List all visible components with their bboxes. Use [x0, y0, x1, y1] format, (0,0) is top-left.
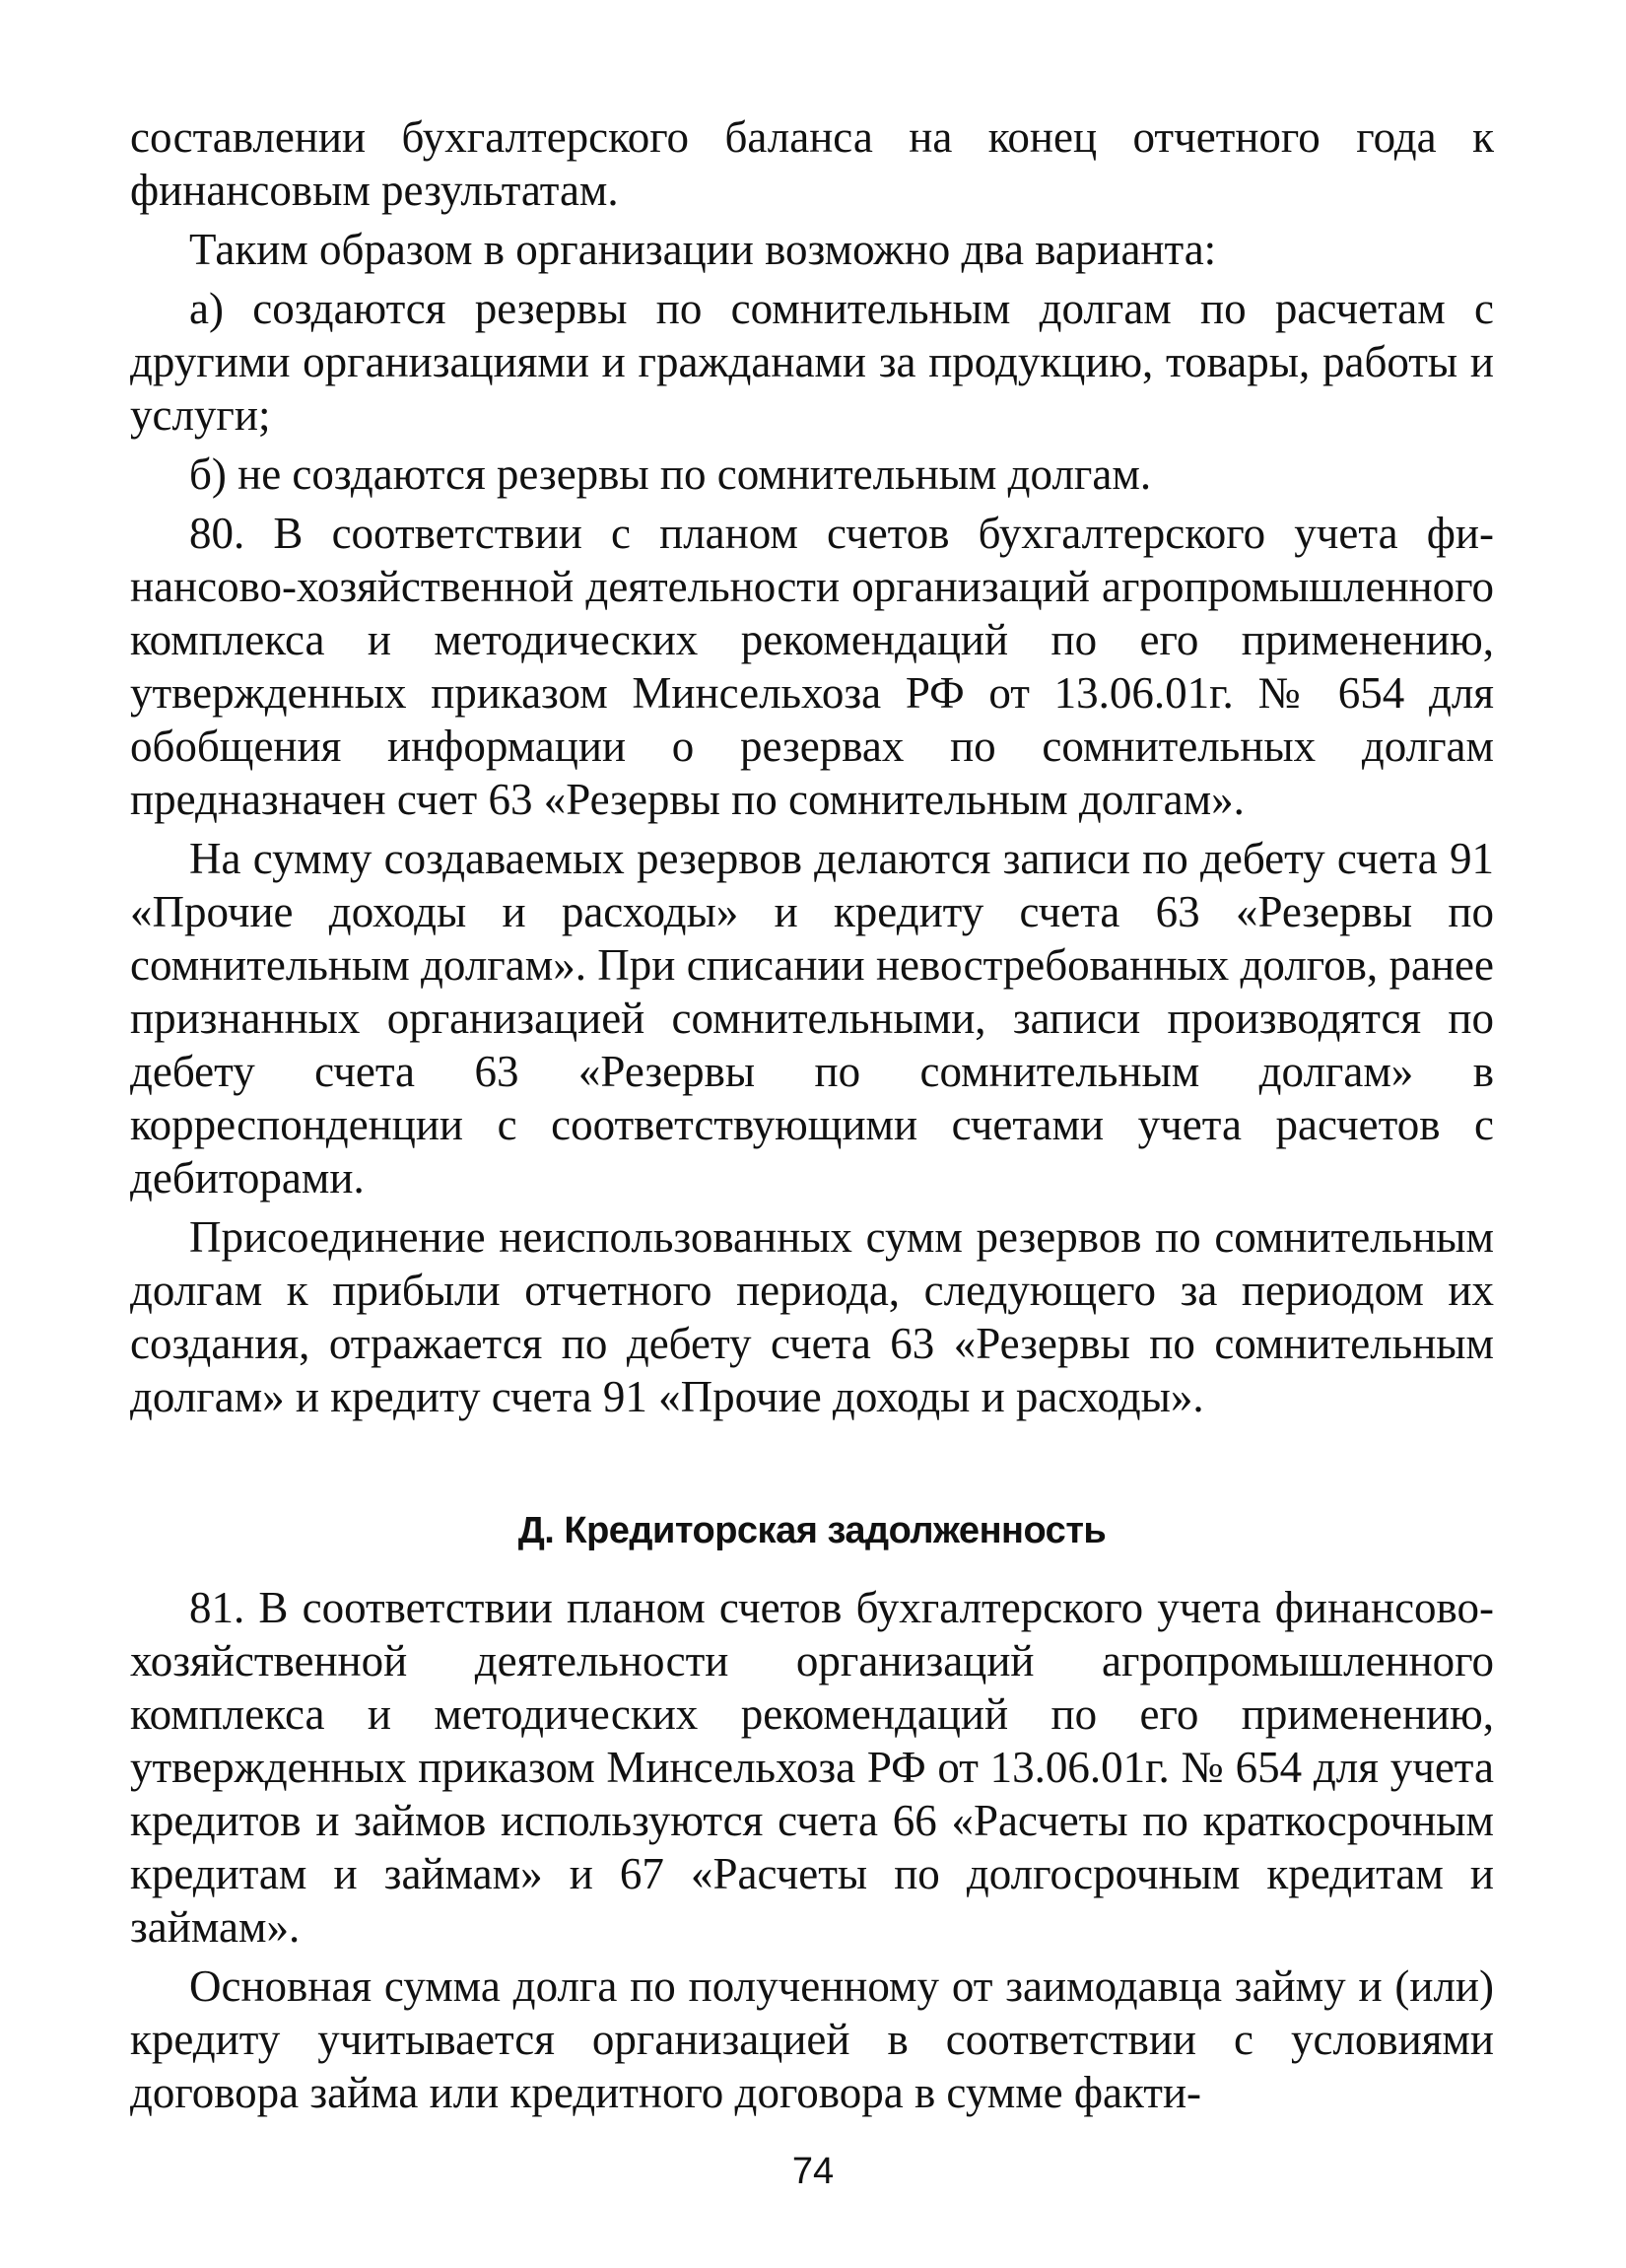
paragraph-80: 80. В соответствии с планом счетов бухгалтерского учета финансово-хозяйственной деятельности организаций агропромышленного комплекса и методических рекомендаций по его применению, утвержденных приказом Минсельхоза РФ от 13.06.01г. № 654 для обобщения информации о резервах по сомнительных долгам предназначен счет 63 «Резервы по сомнительным долгам».: [130, 509, 1494, 824]
paragraph-continuation: составлении бухгалтерского баланса на конец отчетного года к финансовым результатам.: [130, 112, 1494, 215]
paragraph-principal-debt: Основная сумма долга по полученному от заимодавца займу и (или) кредиту учитывается организацией в соответствии с условиями договора займа или кредитного договора в сумме факти-: [130, 1961, 1494, 2117]
paragraph-variant-b: б) не создаются резервы по сомнительным долгам.: [189, 449, 1152, 499]
paragraph-variant-a: а) создаются резервы по сомнительным долгам по расчетам с другими организациями и гражданами за продукцию, товары, работы и услуги;: [130, 284, 1494, 440]
paragraph-reserve-entries: На сумму создаваемых резервов делаются записи по дебету счета 91 «Прочие доходы и расходы» и кредиту счета 63 «Резервы по сомнительным долгам». При списании невостребованных долгов, ранее признанных организацией сомнительными, записи производятся по дебету счета 63 «Резервы по сомнительным долгам» в корреспонденции с соответствующими счетами учета расчетов с дебиторами.: [130, 834, 1494, 1203]
page-number: 74: [791, 2151, 835, 2192]
section-heading: Д. Кредиторская задолженность: [517, 1510, 1107, 1551]
paragraph-two-variants: Таким образом в организации возможно два варианта:: [189, 225, 1217, 274]
page-body: [130, 110, 1494, 2125]
paragraph-unused-reserves: Присоединение неиспользованных сумм резервов по сомнительным долгам к прибыли отчетного периода, следующего за периодом их создания, отражается по дебету счета 63 «Резервы по сомнительным долгам» и кредиту счета 91 «Прочие доходы и расходы».: [130, 1212, 1494, 1421]
paragraph-81: 81. В соответствии планом счетов бухгалтерского учета финансово-хозяйственной деятельности организаций агропромышленного комплекса и методических рекомендаций по его применению, утвержденных приказом Минсельхоза РФ от 13.06.01г. № 654 для учета кредитов и займов используются счета 66 «Расчеты по краткосрочным кредитам и займам» и 67 «Расчеты по долгосрочным кредитам и займам».: [130, 1583, 1494, 1952]
